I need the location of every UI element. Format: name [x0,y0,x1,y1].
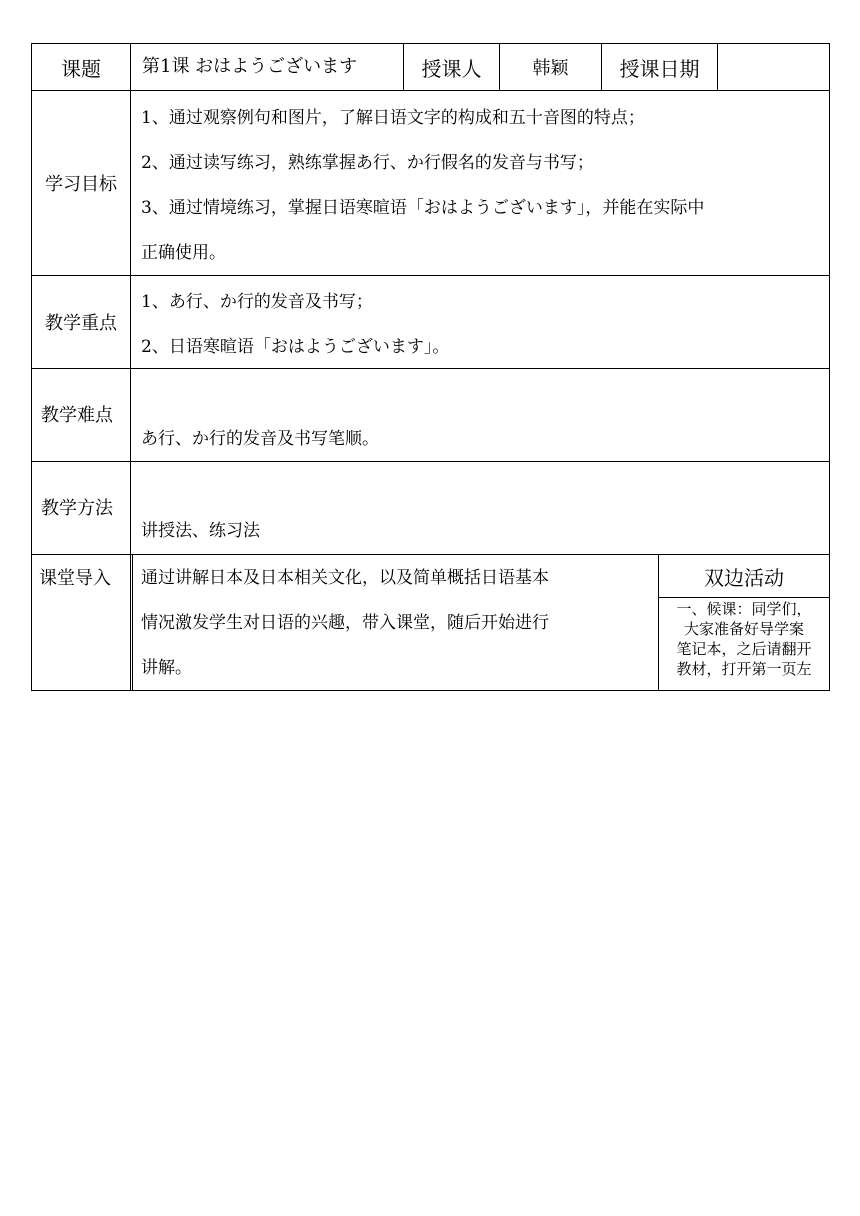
activity-line-2: 大家准备好导学案 [683,620,804,638]
objective-line-3: 3、通过情境练习，掌握日语寒暄语「おはようございます」，并能在实际中 [141,198,705,218]
methods-label: 教学方法 [41,498,113,519]
key-point-line-1: 1、あ行、か行的发音及书写； [141,292,373,312]
activity-line-3: 笔记本，之后请翻开 [676,640,812,658]
label-column-divider-inner [132,554,133,691]
row-divider [31,90,830,91]
intro-line-1: 通过讲解日本及日本相关文化，以及简单概括日语基本 [141,568,549,588]
activity-title: 双边活动 [704,565,784,590]
objective-line-1: 1、通过观察例句和图片，了解日语文字的构成和五十音图的特点； [141,108,645,128]
intro-line-2: 情况激发学生对日语的兴趣，带入课堂，随后开始进行 [141,613,549,633]
row-divider [31,368,830,369]
activity-line-1: 一、候课：同学们， [676,600,812,618]
topic-value: 第1课 おはようございます [142,56,358,77]
key-points-label: 教学重点 [45,313,117,334]
intro-line-3: 讲解。 [141,658,192,678]
topic-label: 课题 [61,56,101,81]
objective-line-2: 2、通过读写练习，熟练掌握あ行、か行假名的发音与书写； [141,153,594,173]
label-column-divider [130,43,131,691]
difficulty-line-1: あ行、か行的发音及书写笔顺。 [141,429,379,449]
activity-line-4: 教材，打开第一页左 [676,660,812,678]
teacher-value: 韩颖 [532,58,569,79]
date-label: 授课日期 [619,56,700,81]
teacher-label: 授课人 [421,56,482,81]
activity-content [659,598,829,690]
row-divider [31,275,830,276]
intro-label: 课堂导入 [39,568,111,589]
row-divider [31,461,830,462]
difficulties-label: 教学难点 [41,405,113,426]
table-border-right [829,43,830,691]
method-line-1: 讲授法、练习法 [141,521,260,541]
objective-line-4: 正确使用。 [141,243,226,263]
objectives-label: 学习目标 [45,174,117,195]
date-value [718,44,829,90]
table-border-bottom [31,690,830,691]
key-point-line-2: 2、日语寒暄语「おはようございます」。 [141,337,450,357]
